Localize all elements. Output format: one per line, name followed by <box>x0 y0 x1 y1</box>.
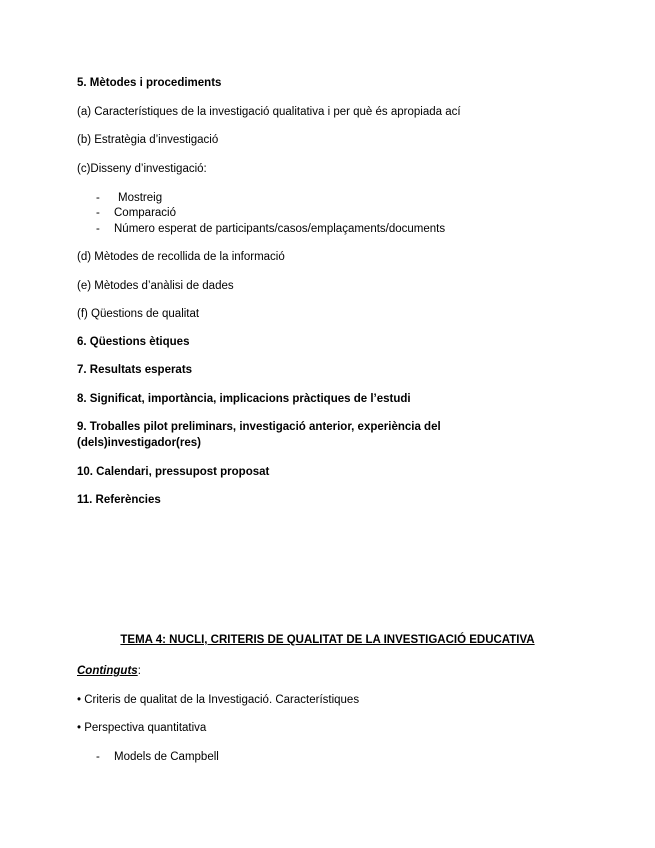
list-item-text: Models de Campbell <box>114 751 219 763</box>
bullet-item: • Perspectiva quantitativa <box>77 722 207 734</box>
item-d: (d) Mètodes de recollida de la informació <box>77 251 285 263</box>
list-item <box>96 192 162 204</box>
dash-marker: - <box>96 207 100 219</box>
section-6-heading: 6. Qüestions ètiques <box>77 336 190 348</box>
section-7-heading: 7. Resultats esperats <box>77 364 193 376</box>
item-c: (c)Disseny d’investigació: <box>77 163 207 175</box>
section-10-heading: 10. Calendari, pressupost proposat <box>77 466 270 478</box>
section-8-heading: 8. Significat, importància, implicacions pràctiques de l’estudi <box>77 393 411 405</box>
continguts-colon: : <box>137 665 141 677</box>
section-11-heading: 11. Referències <box>77 494 161 506</box>
item-b: (b) Estratègia d’investigació <box>77 134 219 146</box>
list-item-text: Comparació <box>114 207 176 219</box>
section-9-heading-line2: (dels)investigador(res) <box>77 437 201 449</box>
item-a: (a) Característiques de la investigació qualitativa i per què és apropiada ací <box>77 106 461 118</box>
section-9-heading-line1: 9. Troballes pilot preliminars, investigació anterior, experiència del <box>77 421 441 433</box>
bullet-item: • Criteris de qualitat de la Investigació. Característiques <box>77 694 360 706</box>
dash-marker: - <box>96 192 100 204</box>
section-5-heading: 5. Mètodes i procediments <box>77 77 222 89</box>
item-f: (f) Qüestions de qualitat <box>77 308 200 320</box>
continguts-label <box>77 665 141 677</box>
item-e: (e) Mètodes d’anàlisi de dades <box>77 280 234 292</box>
continguts-label-text: Continguts <box>77 665 138 677</box>
list-item <box>96 207 176 219</box>
list-item <box>96 751 219 763</box>
list-item-text: Mostreig <box>118 192 163 204</box>
tema4-title: TEMA 4: NUCLI, CRITERIS DE QUALITAT DE LA INVESTIGACIÓ EDUCATIVA <box>120 634 535 646</box>
list-item <box>96 223 445 235</box>
dash-marker: - <box>96 751 100 763</box>
list-item-text: Número esperat de participants/casos/emplaçaments/documents <box>114 223 446 235</box>
dash-marker: - <box>96 223 100 235</box>
